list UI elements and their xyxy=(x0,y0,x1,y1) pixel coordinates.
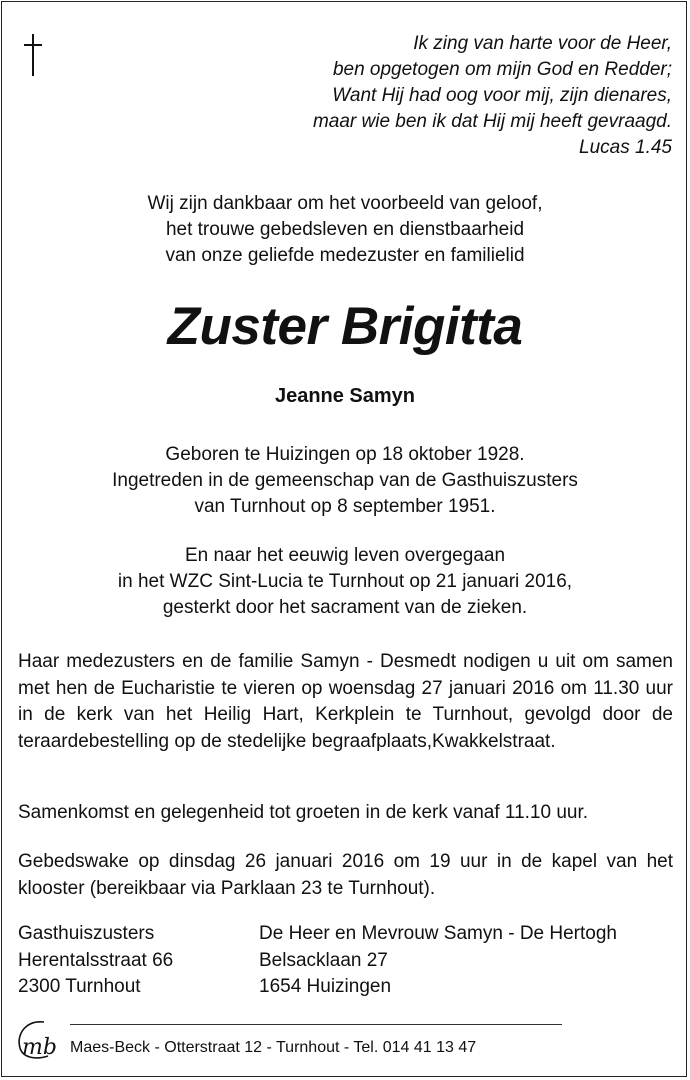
intro-line: het trouwe gebedsleven en dienstbaarheid xyxy=(165,219,525,240)
page-border xyxy=(1,1,687,1077)
verse-line: ben opgetogen om mijn God en Redder; xyxy=(332,59,672,80)
address-line: Gasthuiszusters xyxy=(18,923,155,944)
latin-cross-icon xyxy=(22,34,44,76)
svg-text:mb: mb xyxy=(22,1035,57,1060)
biography xyxy=(0,442,690,520)
gathering-notice: Samenkomst en gelegenheid tot groeten in de kerk vanaf 11.10 uur. xyxy=(18,802,589,823)
intro-text xyxy=(0,191,690,269)
address-community xyxy=(18,921,173,1001)
address-line: Herentalsstraat 66 xyxy=(18,949,174,971)
verse-line: Ik zing van harte voor de Heer, xyxy=(413,33,672,54)
intro-line: Wij zijn dankbaar om het voorbeeld van geloof, xyxy=(147,193,543,214)
funeral-invitation: Haar medezusters en de familie Samyn - Desmedt nodigen u uit om samen met hen de Eucharistie te vieren op woensdag 27 januari 2016 om 11.30 uur in de kerk van het Heilig Hart, Kerkplein te Turnhout, gevolgd door de teraardebestelling op de stedelijke begraafplaats,Kwakkelstraat. xyxy=(18,651,673,752)
passing-line: En naar het eeuwig leven overgegaan xyxy=(184,545,506,566)
address-family xyxy=(259,921,617,1001)
passing-notice xyxy=(0,543,690,621)
intro-line: van onze geliefde medezuster en familielid xyxy=(165,245,525,266)
address-line: Belsacklaan 27 xyxy=(259,949,388,971)
verse-line: maar wie ben ik dat Hij mij heeft gevraagd. xyxy=(312,111,672,132)
footer-divider xyxy=(70,1024,562,1025)
verse-reference: Lucas 1.45 xyxy=(579,137,672,158)
address-line: De Heer en Mevrouw Samyn - De Hertogh xyxy=(259,923,617,944)
biography-line: Ingetreden in de gemeenschap van de Gasthuiszusters xyxy=(112,470,578,491)
bible-verse xyxy=(313,31,672,161)
passing-line: in het WZC Sint-Lucia te Turnhout op 21 januari 2016, xyxy=(117,571,573,592)
maes-beck-logo-icon xyxy=(14,1018,62,1062)
funeral-home-info: Maes-Beck - Otterstraat 12 - Turnhout - Tel. 014 41 13 47 xyxy=(70,1039,477,1056)
verse-line: Want Hij had oog voor mij, zijn dienares, xyxy=(332,85,672,106)
address-line: 2300 Turnhout xyxy=(18,976,141,997)
passing-line: gesterkt door het sacrament van de zieken. xyxy=(162,597,528,618)
religious-name: Zuster Brigitta xyxy=(167,297,523,356)
vigil-notice: Gebedswake op dinsdag 26 januari 2016 om 19 uur in de kapel van het klooster (bereikbaar via Parklaan 23 te Turnhout). xyxy=(18,851,673,899)
civil-name: Jeanne Samyn xyxy=(274,385,416,407)
biography-line: van Turnhout op 8 september 1951. xyxy=(194,496,496,517)
address-line: 1654 Huizingen xyxy=(259,976,392,997)
biography-line: Geboren te Huizingen op 18 oktober 1928. xyxy=(165,444,525,465)
